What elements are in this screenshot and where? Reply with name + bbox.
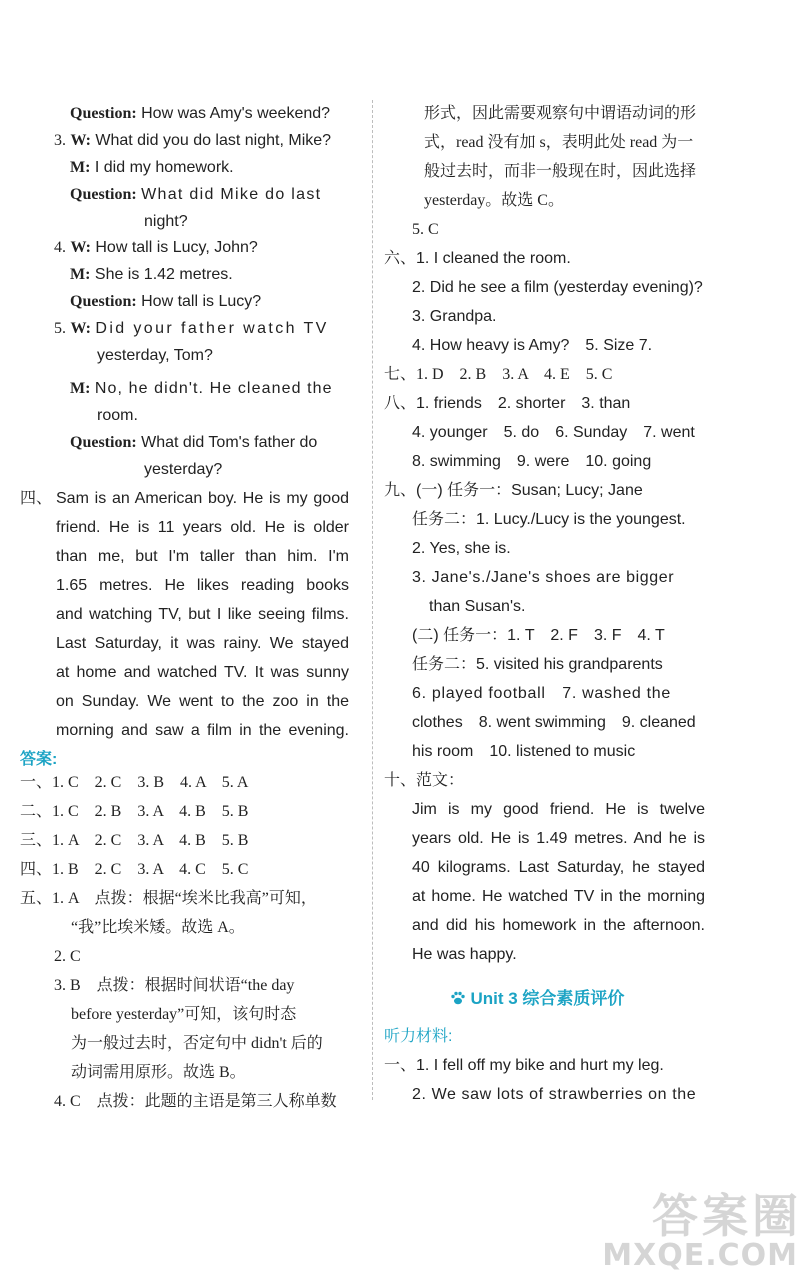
dialog-text: I did my homework. bbox=[94, 159, 234, 176]
answer-row: than Susan's. bbox=[429, 598, 526, 615]
passage-line: friend. He is 11 years old. He is older bbox=[56, 519, 349, 536]
q5-m-line bbox=[70, 378, 333, 400]
watermark-logo bbox=[602, 1180, 802, 1278]
answer-explanation: 五、1. A 点拨：根据“埃米比我高”可知， bbox=[20, 890, 317, 907]
answer-explanation: 为一般过去时，否定句中 didn't 后的 bbox=[71, 1035, 323, 1052]
q3-question-line bbox=[70, 184, 321, 206]
question-label: Question: bbox=[70, 293, 137, 310]
speaker-w-label: W: bbox=[70, 320, 91, 337]
explanation-line: 式，read 没有加 s，表明此处 read 为一 bbox=[424, 134, 694, 151]
dialog-text: How tall is Lucy, John? bbox=[95, 239, 258, 256]
column-divider bbox=[372, 100, 373, 1100]
answer-item: 2. Did he see a film (yesterday evening)? bbox=[412, 279, 703, 296]
explanation-line: 形式，因此需要观察句中谓语动词的形 bbox=[424, 105, 697, 122]
dialog-text: Did your father watch TV bbox=[95, 320, 329, 337]
section-number: 四、 bbox=[20, 490, 53, 507]
essay-line: Jim is my good friend. He is twelve bbox=[412, 801, 705, 818]
answer-explanation: “我”比埃米矮。故选 A。 bbox=[71, 919, 245, 936]
question-label: Question: bbox=[70, 434, 137, 451]
section-heading: 十、范文： bbox=[384, 772, 465, 789]
passage-line: on Sunday. We went to the zoo in the bbox=[56, 693, 349, 710]
answer-item: 2. C bbox=[54, 948, 81, 965]
answers-heading: 答案: bbox=[20, 751, 58, 768]
question-text: How tall is Lucy? bbox=[141, 293, 262, 310]
answer-row: 九、(一) 任务一：Susan; Lucy; Jane bbox=[384, 482, 643, 499]
answer-item: 3. Grandpa. bbox=[412, 308, 497, 325]
speaker-w-label: W: bbox=[70, 132, 91, 149]
passage-line: than me, but I'm taller than him. I'm bbox=[56, 548, 349, 565]
watermark-url: MXQE.COM bbox=[602, 1238, 798, 1273]
dialog-text: She is 1.42 metres. bbox=[94, 266, 233, 283]
question-text: How was Amy's weekend? bbox=[141, 105, 331, 122]
q3-m-line bbox=[70, 157, 234, 179]
dialog-text-cont: yesterday, Tom? bbox=[97, 347, 213, 364]
q3-w-line bbox=[54, 130, 331, 152]
answer-row: his room 10. listened to music bbox=[412, 743, 636, 760]
passage-line: Sam is an American boy. He is my good bbox=[56, 490, 349, 507]
answer-explanation: 动词需用原形。故选 B。 bbox=[71, 1064, 246, 1081]
paw-icon bbox=[450, 990, 466, 1006]
answer-row: 6. played football 7. washed the bbox=[412, 685, 672, 702]
answer-row: 三、1. A 2. C 3. A 4. B 5. B bbox=[20, 832, 249, 849]
speaker-m-label: M: bbox=[70, 159, 91, 176]
explanation-line: yesterday。故选 C。 bbox=[424, 192, 564, 209]
listening-heading: 听力材料: bbox=[384, 1028, 453, 1045]
answer-row: 一、1. C 2. C 3. B 4. A 5. A bbox=[20, 774, 249, 791]
essay-line: 40 kilograms. Last Saturday, he stayed bbox=[412, 859, 705, 876]
answer-explanation: 4. C 点拨：此题的主语是第三人称单数 bbox=[54, 1093, 337, 1110]
item-number: 5. bbox=[54, 320, 66, 337]
answer-explanation: 3. B 点拨：根据时间状语“the day bbox=[54, 977, 295, 994]
q4-w-line bbox=[54, 237, 258, 259]
answer-row: 3. Jane's./Jane's shoes are bigger bbox=[412, 569, 675, 586]
question-text: What did Mike do last bbox=[141, 186, 322, 203]
question-text: What did Tom's father do bbox=[141, 434, 318, 451]
passage-line: Last Saturday, it was rainy. We stayed bbox=[56, 635, 349, 652]
answer-explanation: before yesterday”可知，该句时态 bbox=[71, 1006, 297, 1023]
answer-row: 4. younger 5. do 6. Sunday 7. went bbox=[412, 424, 695, 441]
unit-title-row bbox=[450, 988, 624, 1011]
listening-line: 一、1. I fell off my bike and hurt my leg. bbox=[384, 1057, 664, 1074]
answer-row: 任务二：5. visited his grandparents bbox=[412, 656, 663, 673]
answer-row: 2. Yes, she is. bbox=[412, 540, 511, 557]
q5-question-line bbox=[70, 432, 317, 454]
q4-m-line bbox=[70, 264, 233, 286]
question-label: Question: bbox=[70, 105, 137, 122]
question-text-cont: night? bbox=[144, 213, 188, 230]
answer-row: clothes 8. went swimming 9. cleaned bbox=[412, 714, 696, 731]
answer-row: 四、1. B 2. C 3. A 4. C 5. C bbox=[20, 861, 249, 878]
q5-w-line bbox=[54, 318, 329, 340]
passage-line: and watching TV, but I like seeing films. bbox=[56, 606, 349, 623]
q4-question-line bbox=[70, 291, 261, 313]
answer-row: 8. swimming 9. were 10. going bbox=[412, 453, 652, 470]
dialog-text: No, he didn't. He cleaned the bbox=[94, 380, 333, 397]
q2-question-line bbox=[70, 103, 330, 125]
item-number: 3. bbox=[54, 132, 66, 149]
passage-line: morning and saw a film in the evening. bbox=[56, 722, 349, 739]
passage-line: at home and watched TV. It was sunny bbox=[56, 664, 349, 681]
explanation-line: 般过去时，而非一般现在时，因此选择 bbox=[424, 163, 697, 180]
essay-line: He was happy. bbox=[412, 946, 517, 963]
answer-item: 4. How heavy is Amy? 5. Size 7. bbox=[412, 337, 653, 354]
essay-line: years old. He is 1.49 metres. And he is bbox=[412, 830, 705, 847]
speaker-m-label: M: bbox=[70, 266, 91, 283]
answer-row: 二、1. C 2. B 3. A 4. B 5. B bbox=[20, 803, 249, 820]
answer-item: 六、1. I cleaned the room. bbox=[384, 250, 571, 267]
answer-row: 七、1. D 2. B 3. A 4. E 5. C bbox=[384, 366, 613, 383]
dialog-text-cont: room. bbox=[97, 407, 138, 424]
question-text-cont: yesterday? bbox=[144, 461, 223, 478]
question-label: Question: bbox=[70, 186, 137, 203]
watermark-text: 答案圈 bbox=[652, 1189, 802, 1243]
passage-line: 1.65 metres. He likes reading books bbox=[56, 577, 349, 594]
item-number: 4. bbox=[54, 239, 66, 256]
essay-line: at home. He watched TV in the morning bbox=[412, 888, 705, 905]
answer-row: 任务二：1. Lucy./Lucy is the youngest. bbox=[412, 511, 686, 528]
answer-row: 八、1. friends 2. shorter 3. than bbox=[384, 395, 631, 412]
answer-row: (二) 任务一：1. T 2. F 3. F 4. T bbox=[412, 627, 665, 644]
speaker-m-label: M: bbox=[70, 380, 91, 397]
speaker-w-label: W: bbox=[70, 239, 91, 256]
unit-title: Unit 3 综合素质评价 bbox=[470, 989, 625, 1008]
listening-line: 2. We saw lots of strawberries on the bbox=[412, 1086, 697, 1103]
answer-item: 5. C bbox=[412, 221, 439, 238]
dialog-text: What did you do last night, Mike? bbox=[95, 132, 332, 149]
essay-line: and did his homework in the afternoon. bbox=[412, 917, 705, 934]
